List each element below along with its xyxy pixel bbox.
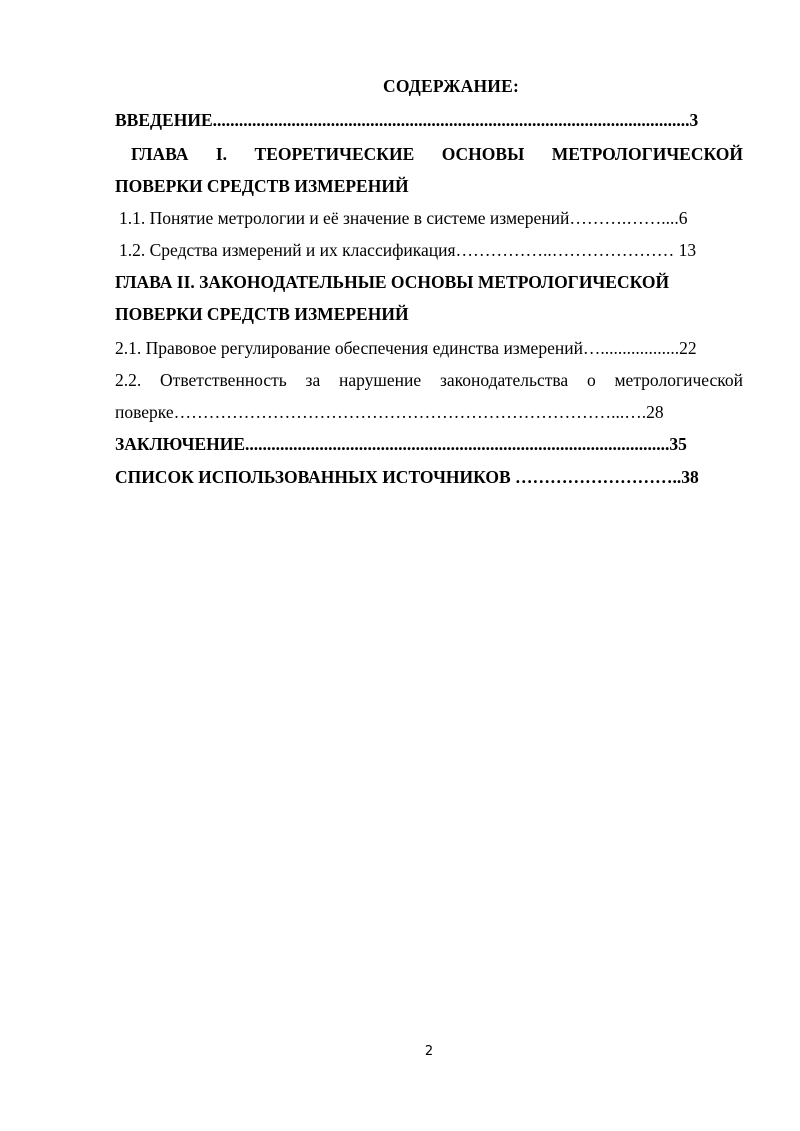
word: Ответственность — [160, 370, 287, 390]
word: ОСНОВЫ — [441, 144, 525, 164]
word: I. — [215, 144, 228, 164]
word: законодательства — [439, 370, 569, 390]
toc-entry-introduction: ВВЕДЕНИЕ.............................................................................................................3 — [115, 110, 699, 130]
word: о — [586, 370, 596, 390]
word: за — [305, 370, 321, 390]
toc-entry-chapter-2-heading-line-2: ПОВЕРКИ СРЕДСТВ ИЗМЕРЕНИЙ — [115, 304, 409, 324]
word: метрологической — [614, 370, 743, 390]
toc-entry-section-2-1: 2.1. Правовое регулирование обеспечения единства измерений…..................22 — [115, 338, 697, 358]
toc-entry-section-1-1: 1.1. Понятие метрологии и её значение в системе измерений……….……....6 — [119, 208, 688, 228]
word: МЕТРОЛОГИЧЕСКОЙ — [551, 144, 743, 164]
toc-entry-section-2-2-line-1 — [115, 368, 743, 392]
toc-entry-section-1-2: 1.2. Средства измерений и их классификация……………..………………… 13 — [119, 240, 697, 260]
toc-entry-references: СПИСОК ИСПОЛЬЗОВАННЫХ ИСТОЧНИКОВ ………………………..38 — [115, 467, 699, 487]
toc-entry-chapter-1-heading-line-2: ПОВЕРКИ СРЕДСТВ ИЗМЕРЕНИЙ — [115, 176, 409, 196]
word: нарушение — [339, 370, 422, 390]
toc-entry-conclusion: ЗАКЛЮЧЕНИЕ.................................................................................................35 — [115, 434, 687, 454]
toc-entry-chapter-2-heading-line-1: ГЛАВА II. ЗАКОНОДАТЕЛЬНЫЕ ОСНОВЫ МЕТРОЛОГИЧЕСКОЙ — [115, 272, 670, 292]
toc-entry-chapter-1-heading-line-1 — [131, 142, 743, 166]
word: 2.2. — [115, 370, 142, 390]
page-number: 2 — [424, 1044, 434, 1059]
toc-entry-section-2-2-line-2: поверке…………………………………………………………………...….28 — [115, 402, 664, 422]
word: ТЕОРЕТИЧЕСКИЕ — [254, 144, 415, 164]
word: ГЛАВА — [131, 144, 189, 164]
toc-title: СОДЕРЖАНИЕ: — [382, 76, 520, 96]
